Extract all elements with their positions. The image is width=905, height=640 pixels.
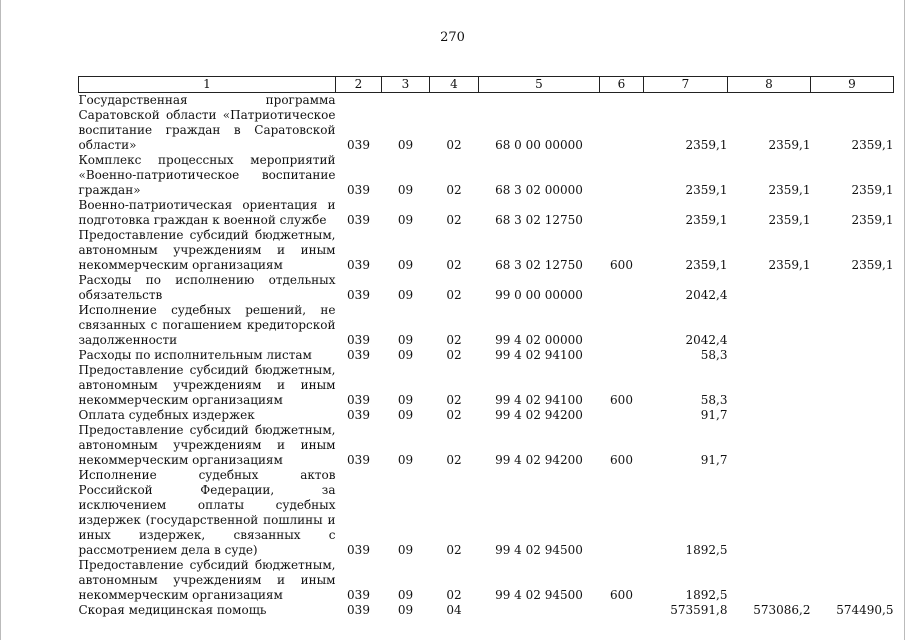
row-code-target: 99 4 02 94200	[495, 453, 583, 467]
row-name: Государственная программа Саратовской области «Патриотическое воспитание граждан в Саратовской области»	[78, 93, 336, 152]
row-name: Предоставление субсидий бюджетным, автономным учреждениям и иным некоммерческим организациям	[78, 228, 336, 272]
row-amount-col9	[811, 348, 894, 363]
column-header: 8	[728, 77, 811, 93]
row-code-target: 68 3 02 12750	[495, 213, 583, 227]
row-amount-col8	[728, 303, 811, 348]
row-code-subsection: 02	[446, 288, 462, 302]
row-code-target: 99 4 02 94500	[495, 588, 583, 602]
column-header: 3	[382, 77, 430, 93]
row-code-expense-type	[600, 348, 644, 363]
row-amount-col8: 2359,1	[768, 213, 811, 227]
column-header: 4	[430, 77, 479, 93]
row-amount-col7: 2359,1	[685, 258, 728, 272]
row-amount-col8	[728, 468, 811, 558]
row-code-expense-type: 600	[610, 588, 633, 602]
row-amount-col7: 2042,4	[685, 333, 728, 347]
row-code-ministry: 039	[347, 333, 370, 347]
page-number: 270	[440, 30, 465, 45]
row-code-target: 99 4 02 94200	[495, 408, 583, 422]
row-name: Скорая медицинская помощь	[78, 603, 267, 617]
row-amount-col8	[728, 408, 811, 423]
row-code-section: 09	[397, 393, 414, 407]
row-amount-col8: 2359,1	[768, 258, 811, 272]
row-code-target: 68 3 02 00000	[495, 183, 583, 197]
row-amount-col7: 2359,1	[685, 138, 728, 152]
row-amount-col9: 2359,1	[851, 138, 894, 152]
row-code-expense-type: 600	[610, 393, 633, 407]
row-code-section: 09	[397, 183, 414, 197]
row-code-target	[479, 603, 600, 618]
table-row	[79, 348, 894, 363]
row-code-section: 09	[397, 588, 414, 602]
row-code-subsection: 02	[446, 183, 462, 197]
row-amount-col8: 2359,1	[768, 138, 811, 152]
row-amount-col9: 574490,5	[836, 603, 894, 617]
row-code-ministry: 039	[347, 288, 370, 302]
row-code-expense-type	[600, 303, 644, 348]
table-row	[79, 153, 894, 198]
row-amount-col9	[811, 303, 894, 348]
row-amount-col9	[811, 558, 894, 603]
row-code-target: 68 0 00 00000	[495, 138, 583, 152]
row-amount-col7: 2359,1	[685, 183, 728, 197]
row-code-subsection: 02	[446, 408, 462, 422]
row-code-ministry: 039	[347, 183, 370, 197]
row-code-target: 99 4 02 94100	[495, 348, 583, 362]
table-row	[79, 198, 894, 228]
column-header: 9	[811, 77, 894, 93]
row-code-section: 09	[397, 408, 414, 422]
row-amount-col8: 2359,1	[768, 183, 811, 197]
column-header: 7	[644, 77, 728, 93]
row-code-section: 09	[397, 453, 414, 467]
row-amount-col9	[811, 408, 894, 423]
row-code-section: 09	[397, 288, 414, 302]
table-row	[79, 363, 894, 408]
table-row	[79, 558, 894, 603]
row-code-expense-type	[600, 408, 644, 423]
row-code-expense-type	[600, 153, 644, 198]
row-amount-col7: 91,7	[700, 408, 728, 422]
table-body	[79, 93, 894, 619]
row-amount-col7: 1892,5	[685, 588, 728, 602]
budget-table	[78, 76, 894, 618]
row-amount-col9: 2359,1	[851, 258, 894, 272]
row-amount-col8	[728, 363, 811, 408]
row-code-subsection: 02	[446, 258, 462, 272]
row-amount-col7: 573591,8	[670, 603, 728, 617]
row-name: Военно-патриотическая ориентация и подготовка граждан к военной службе	[78, 198, 336, 227]
row-name: Предоставление субсидий бюджетным, автономным учреждениям и иным некоммерческим организациям	[78, 423, 336, 467]
row-code-expense-type: 600	[610, 258, 633, 272]
row-amount-col9	[811, 273, 894, 303]
row-code-target: 99 4 02 94100	[495, 393, 583, 407]
column-header: 1	[79, 77, 336, 93]
row-amount-col9: 2359,1	[851, 213, 894, 227]
row-code-subsection: 02	[446, 453, 462, 467]
row-code-subsection: 02	[446, 348, 462, 362]
row-code-ministry: 039	[347, 393, 370, 407]
row-code-subsection: 02	[446, 588, 462, 602]
row-amount-col8	[728, 273, 811, 303]
row-code-target: 99 0 00 00000	[495, 288, 583, 302]
row-amount-col7: 2042,4	[685, 288, 728, 302]
row-code-section: 09	[397, 258, 414, 272]
row-code-section: 09	[397, 348, 414, 362]
row-code-target: 99 4 02 00000	[495, 333, 583, 347]
row-amount-col9	[811, 423, 894, 468]
page-edge-left	[0, 0, 1, 640]
row-code-ministry: 039	[347, 258, 370, 272]
row-name: Предоставление субсидий бюджетным, автономным учреждениям и иным некоммерческим организациям	[78, 363, 336, 407]
row-code-subsection: 02	[446, 333, 462, 347]
row-code-ministry: 039	[347, 588, 370, 602]
table-row	[79, 468, 894, 558]
row-code-section: 09	[397, 603, 414, 617]
row-code-ministry: 039	[347, 543, 370, 557]
column-header: 2	[336, 77, 382, 93]
row-code-ministry: 039	[347, 138, 370, 152]
table-row	[79, 93, 894, 154]
row-code-expense-type	[600, 468, 644, 558]
row-code-subsection: 02	[446, 543, 462, 557]
row-code-ministry: 039	[347, 348, 370, 362]
row-amount-col8	[728, 558, 811, 603]
table-row	[79, 408, 894, 423]
table-row	[79, 423, 894, 468]
row-name: Исполнение судебных актов Российской Федерации, за исключением оплаты судебных издержек (государственной пошлины и иных издержек, связанных с рассмотрением дела в суде)	[78, 468, 336, 557]
row-code-subsection: 02	[446, 393, 462, 407]
row-code-ministry: 039	[347, 408, 370, 422]
row-amount-col9	[811, 363, 894, 408]
row-amount-col9: 2359,1	[851, 183, 894, 197]
row-code-section: 09	[397, 543, 414, 557]
row-code-expense-type: 600	[610, 453, 633, 467]
row-code-section: 09	[397, 213, 414, 227]
row-name: Предоставление субсидий бюджетным, автономным учреждениям и иным некоммерческим организациям	[78, 558, 336, 602]
row-amount-col7: 2359,1	[685, 213, 728, 227]
row-amount-col8: 573086,2	[753, 603, 811, 617]
row-code-expense-type	[600, 273, 644, 303]
row-amount-col7: 91,7	[700, 453, 728, 467]
row-code-ministry: 039	[347, 453, 370, 467]
row-code-subsection: 04	[446, 603, 462, 617]
row-amount-col7: 1892,5	[685, 543, 728, 557]
column-header: 6	[600, 77, 644, 93]
row-code-subsection: 02	[446, 213, 462, 227]
row-code-expense-type	[600, 603, 644, 618]
row-amount-col7: 58,3	[700, 348, 728, 362]
row-amount-col9	[811, 468, 894, 558]
table-row	[79, 228, 894, 273]
row-name: Исполнение судебных решений, не связанных с погашением кредиторской задолженности	[78, 303, 336, 347]
row-name: Комплекс процессных мероприятий «Военно-патриотическое воспитание граждан»	[78, 153, 336, 197]
row-code-section: 09	[397, 333, 414, 347]
row-name: Расходы по исполнению отдельных обязательств	[78, 273, 336, 302]
row-name: Оплата судебных издержек	[78, 408, 255, 422]
table-row	[79, 603, 894, 618]
row-code-expense-type	[600, 93, 644, 154]
row-code-expense-type	[600, 198, 644, 228]
row-code-ministry: 039	[347, 213, 370, 227]
column-header-row	[79, 77, 894, 93]
row-code-section: 09	[397, 138, 414, 152]
table-row	[79, 303, 894, 348]
row-code-subsection: 02	[446, 138, 462, 152]
row-amount-col8	[728, 423, 811, 468]
column-header: 5	[479, 77, 600, 93]
row-code-ministry: 039	[347, 603, 370, 617]
row-name: Расходы по исполнительным листам	[78, 348, 312, 362]
row-amount-col8	[728, 348, 811, 363]
row-code-target: 68 3 02 12750	[495, 258, 583, 272]
table-row	[79, 273, 894, 303]
row-code-target: 99 4 02 94500	[495, 543, 583, 557]
row-amount-col7: 58,3	[700, 393, 728, 407]
